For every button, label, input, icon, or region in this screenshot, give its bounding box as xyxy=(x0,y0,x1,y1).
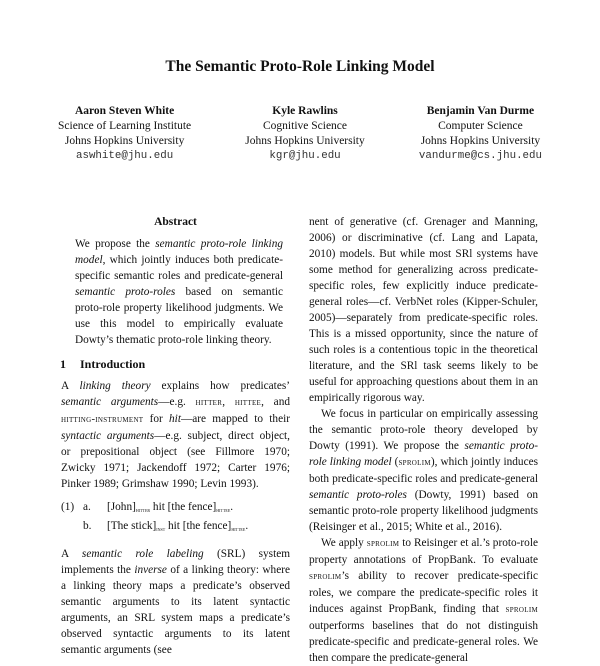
intro-paragraph-1: A linking theory explains how predicates’ semantic arguments—e.g. hitter, hittee, and hitting-instrument for hit—are mapped to their syntactic arguments—e.g. subject, direct object, or prepositional object (see Fillmore 1970; Zwicky 1971; Jackendoff 1972; Carter 1976; Pinker 1989; Grimshaw 1990; Levin 1993). xyxy=(61,380,290,490)
abstract-text: We propose the semantic proto-role linking model, which jointly induces both predicate-specific semantic roles and predicate-general semantic proto-roles based on semantic proto-role property likelihood judgments. We use this model to empirically evaluate Dowty’s thematic proto-role linking theory. xyxy=(75,238,283,346)
intro-paragraph-2: A semantic role labeling (SRL) system implements the inverse of a linking theory: where a linking theory maps a predicate’s observed semantic arguments to its latent syntactic arguments, an SRL system maps a predicate’s observed syntactic arguments to its latent semantic arguments (see xyxy=(61,548,291,656)
author-email[interactable]: aswhite@jhu.edu xyxy=(75,150,174,162)
author-dept: Cognitive Science xyxy=(263,120,348,132)
author-name: Benjamin Van Durme xyxy=(426,105,535,117)
author-dept: Science of Learning Institute xyxy=(58,120,192,132)
author-univ: Johns Hopkins University xyxy=(245,135,365,147)
example-a: (1) a. $[John]_{hitter}$ hit [the $fence]_{hittee}$. xyxy=(61,501,234,514)
author-univ: Johns Hopkins University xyxy=(64,135,185,147)
example-b: b. [The $stick]_{inst}$ hit [the $fence]_{hittee}$. xyxy=(83,520,249,533)
author-1 xyxy=(58,104,191,164)
author-univ: Johns Hopkins University xyxy=(420,135,541,147)
linguistic-example xyxy=(61,500,290,538)
author-block xyxy=(58,104,542,164)
left-column xyxy=(61,214,290,658)
section-heading-introduction: 1 Introduction xyxy=(60,357,146,371)
right-paragraph-3: We apply sprolim to Reisinger et al.’s proto-role property annotations of PropBank. To evaluate sprolim’s ability to recover predicate-specific roles, we compare the predicate-specific roles it induces against PropBank, finding that sprolim outperforms baselines that do not distinguish predicate-specific and predicate-general roles. We then compare the predicate-general xyxy=(309,537,538,664)
author-name: Kyle Rawlins xyxy=(272,105,338,117)
paper-title: The Semantic Proto-Role Linking Model xyxy=(165,58,435,75)
author-3 xyxy=(419,104,542,164)
right-paragraph-1: nent of generative (cf. Grenager and Manning, 2006) or discriminative (cf. Lang and Lapata, 2010) models. But while most SRl systems have some method for generalizing across predicate-specific roles, few explicitly induce predicate-general roles—cf. VerbNet roles (Kipper-Schuler, 2005)—separately from predicate-specific roles. This is a missed opportunity, since the nature of such roles is a contentious topic in the theoretical literature, and the SRl task seems likely to be useful for approaching questions about them in an empirically rigorous way. xyxy=(309,216,538,404)
author-email[interactable]: kgr@jhu.edu xyxy=(269,150,341,162)
author-dept: Computer Science xyxy=(438,120,523,132)
author-2 xyxy=(245,104,364,164)
author-email[interactable]: vandurme@cs.jhu.edu xyxy=(418,150,542,162)
right-column xyxy=(309,214,538,666)
abstract-heading: Abstract xyxy=(154,216,197,228)
author-name: Aaron Steven White xyxy=(74,105,175,117)
right-paragraph-2: We focus in particular on empirically assessing the semantic proto-role theory developed by Dowty (1991). We propose the semantic proto-role linking model (sprolim), which jointly induces both predicate-specific roles and predicate-general semantic proto-roles (Dowty, 1991) based on semantic proto-role property likelihood judgments (Reisinger et al., 2015; White et al., 2016). xyxy=(309,408,539,533)
